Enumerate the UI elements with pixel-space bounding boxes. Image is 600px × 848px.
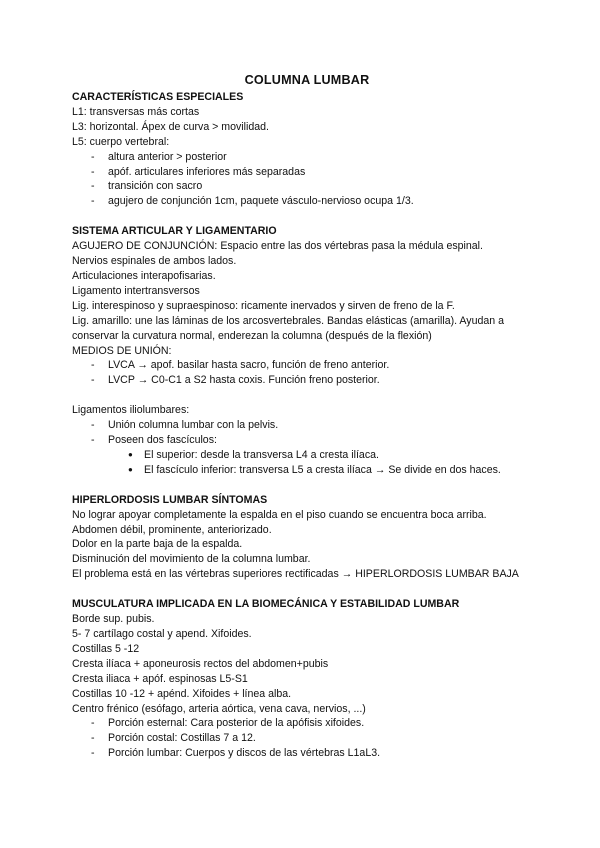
list-item: - LVCA → apof. basilar hasta sacro, función de freno anterior. — [72, 358, 542, 373]
text-line: 5- 7 cartílago costal y apend. Xifoides. — [72, 628, 252, 640]
text-line: Costillas 10 -12 + apénd. Xifoides + línea alba. — [72, 687, 292, 700]
document-page — [72, 73, 542, 761]
section-heading-caracteristicas: CARACTERÍSTICAS ESPECIALES — [72, 91, 244, 103]
dash-list — [72, 150, 542, 210]
text-line: No lograr apoyar completamente la espalda en el piso cuando se encuentra boca arriba. — [72, 508, 487, 521]
text-line: Centro frénico (esófago, arteria aórtica, vena cava, nervios, ...) — [72, 702, 366, 715]
text-line: Articulaciones interapofisarias. — [72, 269, 216, 282]
text-line: Ligamentos iliolumbares: — [72, 404, 190, 417]
list-item: - apóf. articulares inferiores más separadas — [72, 165, 542, 180]
list-item: - Unión columna lumbar con la pelvis. — [72, 418, 542, 433]
text-line: El problema está en las vértebras superiores rectificadas → HIPERLORDOSIS LUMBAR BAJA — [72, 568, 519, 581]
dash-list — [72, 716, 542, 761]
list-item: - Porción lumbar: Cuerpos y discos de las vértebras L1aL3. — [72, 746, 542, 761]
list-item: - altura anterior > posterior — [72, 150, 542, 165]
list-item: - transición con sacro — [72, 179, 542, 194]
text-line: Ligamento intertransversos — [72, 284, 200, 297]
text-line: L1: transversas más cortas — [72, 105, 200, 118]
text-line: AGUJERO DE CONJUNCIÓN: Espacio entre las dos vértebras pasa la médula espinal. — [72, 240, 483, 253]
section-heading-musculatura: MUSCULATURA IMPLICADA EN LA BIOMECÁNICA Y ESTABILIDAD LUMBAR — [72, 598, 460, 611]
list-item: ● El fascículo inferior: transversa L5 a cresta ilíaca → Se divide en dos haces. — [72, 463, 542, 478]
text-line: Lig. amarillo: une las láminas de los arcosvertebrales. Bandas elásticas (amarilla). Ayudan a conservar la curvatura normal, enderezan la columna (después de la flexión) — [72, 314, 505, 342]
list-item: - Poseen dos fascículos: — [72, 433, 542, 448]
text-line: Dolor en la parte baja de la espalda. — [72, 538, 243, 551]
text-line: Cresta iliaca + apóf. espinosas L5-S1 — [72, 672, 248, 685]
text-line: Disminución del movimiento de la columna lumbar. — [72, 553, 311, 566]
list-item: - agujero de conjunción 1cm, paquete vásculo-nervioso ocupa 1/3. — [72, 194, 542, 209]
list-item: - LVCP → C0-C1 a S2 hasta coxis. Función freno posterior. — [72, 373, 542, 388]
list-item: - Porción costal: Costillas 7 a 12. — [72, 731, 542, 746]
section-heading-sistema-articular: SISTEMA ARTICULAR Y LIGAMENTARIO — [72, 225, 277, 238]
text-line: Costillas 5 -12 — [72, 642, 140, 655]
section-heading-hiperlordosis: HIPERLORDOSIS LUMBAR SÍNTOMAS — [72, 493, 268, 506]
text-line: Borde sup. pubis. — [72, 613, 155, 626]
list-item: - Porción esternal: Cara posterior de la apófisis xifoides. — [72, 716, 542, 731]
text-line: Abdomen débil, prominente, anteriorizado. — [72, 523, 272, 536]
text-line: L3: horizontal. Ápex de curva > movilidad. — [72, 120, 269, 133]
dash-list — [72, 358, 542, 388]
text-line: Lig. interespinoso y supraespinoso: ricamente inervados y sirven de freno de la F. — [72, 299, 455, 312]
text-line: MEDIOS DE UNIÓN: — [72, 344, 172, 357]
list-item: ● El superior: desde la transversa L4 a cresta ilíaca. — [72, 448, 542, 463]
text-line: Cresta ilíaca + aponeurosis rectos del abdomen+pubis — [72, 657, 329, 670]
dot-list — [72, 448, 542, 478]
dash-list — [72, 418, 542, 448]
text-line: Nervios espinales de ambos lados. — [72, 255, 237, 268]
text-line: L5: cuerpo vertebral: — [72, 135, 170, 148]
page-title: COLUMNA LUMBAR — [244, 73, 370, 87]
